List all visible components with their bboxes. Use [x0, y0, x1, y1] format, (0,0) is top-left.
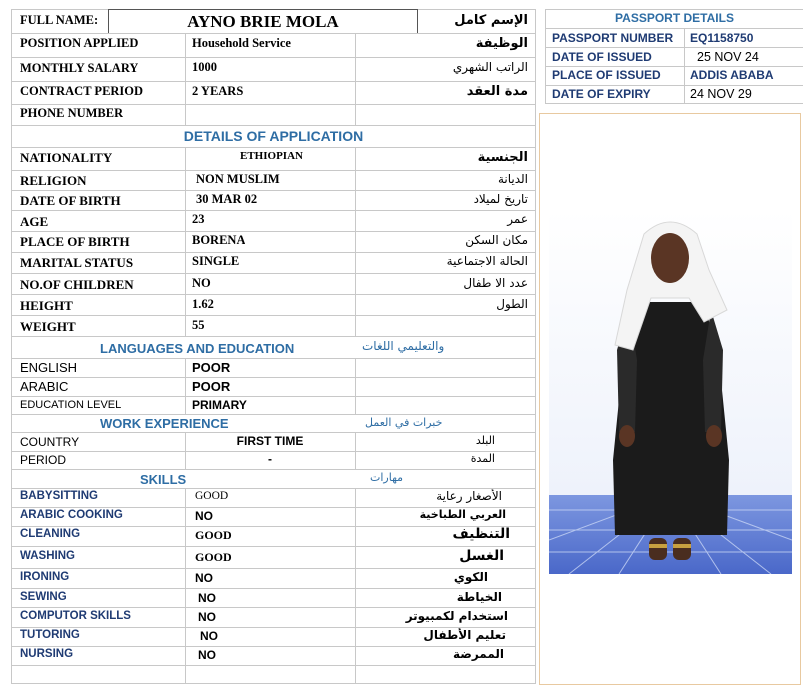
- full-name-label: FULL NAME:: [20, 13, 99, 27]
- row-value: 1000: [192, 60, 217, 74]
- skill-arabic: الأصغار رعاية: [436, 489, 502, 503]
- row-label: POSITION APPLIED: [20, 36, 139, 50]
- row-arabic: البلد: [475, 434, 495, 447]
- row-arabic: مدة العقد: [466, 84, 528, 99]
- passport-issue-place: ADDIS ABABA: [690, 68, 774, 82]
- row-value: 55: [192, 318, 205, 332]
- skill-label: IRONING: [20, 571, 70, 583]
- skill-label: BABYSITTING: [20, 490, 98, 502]
- skill-arabic: الممرضة: [452, 647, 504, 661]
- passport-issue-date: 25 NOV 24: [697, 50, 759, 64]
- row-label: ARABIC: [20, 379, 69, 394]
- row-arabic: المدة: [470, 452, 495, 465]
- row-value: FIRST TIME: [236, 434, 304, 448]
- row-arabic: الجنسية: [477, 150, 528, 165]
- row-label: MARITAL STATUS: [20, 255, 134, 270]
- row-value: POOR: [192, 360, 231, 375]
- skill-arabic: الغسل: [459, 548, 504, 564]
- row-label: PERIOD: [20, 453, 67, 467]
- skill-arabic: التنظيف: [452, 526, 510, 542]
- experience-section-arabic: خبرات في العمل: [365, 416, 443, 429]
- row-value: 30 MAR 02: [196, 192, 258, 206]
- languages-section-arabic: والتعليمي اللغات: [362, 339, 445, 353]
- passport-label: PASSPORT NUMBER: [552, 31, 674, 45]
- row-value: 2 YEARS: [192, 84, 244, 98]
- full-name-value: AYNO BRIE MOLA: [187, 12, 339, 31]
- skill-label: COMPUTOR SKILLS: [20, 610, 131, 622]
- row-value: SINGLE: [192, 254, 240, 268]
- passport-label: PLACE OF ISSUED: [552, 68, 661, 82]
- skill-value: GOOD: [195, 550, 232, 564]
- row-label: NATIONALITY: [20, 150, 113, 165]
- row-label: DATE OF BIRTH: [20, 193, 121, 208]
- skill-label: CLEANING: [20, 528, 81, 540]
- row-label: EDUCATION LEVEL: [20, 399, 122, 411]
- skill-arabic: الكوي: [453, 570, 488, 584]
- passport-title: PASSPORT DETAILS: [615, 11, 734, 25]
- passport-number: EQ1158750: [690, 31, 754, 45]
- skill-value: NO: [198, 648, 216, 662]
- row-label: COUNTRY: [20, 435, 80, 449]
- skills-section-arabic: مهارات: [370, 471, 404, 484]
- row-value: 23: [192, 212, 205, 226]
- passport-expiry-date: 24 NOV 29: [690, 87, 752, 101]
- row-label: RELIGION: [20, 173, 87, 188]
- passport-label: DATE OF EXPIRY: [552, 87, 651, 101]
- skill-label: WASHING: [20, 550, 75, 562]
- row-label: HEIGHT: [20, 298, 73, 313]
- row-value: NON MUSLIM: [196, 172, 280, 186]
- row-arabic: الديانة: [497, 172, 528, 186]
- skill-label: NURSING: [20, 648, 74, 660]
- skill-label: SEWING: [20, 591, 67, 603]
- skill-arabic: الخياطة: [456, 590, 502, 604]
- skill-arabic: تعليم الأطفال: [423, 628, 506, 642]
- row-arabic: الراتب الشهري: [452, 60, 528, 74]
- row-arabic: تاريخ لميلاد: [473, 192, 528, 206]
- experience-section-title: WORK EXPERIENCE: [100, 416, 229, 431]
- skill-label: TUTORING: [20, 629, 80, 641]
- row-value: PRIMARY: [192, 398, 247, 412]
- row-arabic: مكان السكن: [465, 233, 528, 247]
- row-value: ETHIOPIAN: [240, 150, 303, 162]
- row-arabic: الوظيفة: [475, 36, 528, 51]
- row-value: -: [268, 452, 272, 466]
- row-value: NO: [192, 276, 211, 290]
- skills-section-title: SKILLS: [140, 472, 187, 487]
- skill-arabic: العربي الطباخية: [419, 508, 506, 521]
- row-label: PHONE NUMBER: [20, 106, 124, 120]
- skill-value: NO: [195, 509, 213, 523]
- row-arabic: الطول: [496, 297, 528, 311]
- row-value: BORENA: [192, 233, 246, 247]
- row-label: WEIGHT: [20, 319, 76, 334]
- languages-section-title: LANGUAGES AND EDUCATION: [100, 341, 295, 356]
- row-label: NO.OF CHILDREN: [20, 277, 134, 292]
- skill-value: NO: [195, 571, 213, 585]
- applicant-photo: [549, 210, 792, 574]
- skill-value: GOOD: [195, 490, 229, 502]
- row-arabic: الحالة الاجتماعية: [446, 254, 528, 268]
- row-arabic: عدد الا طفال: [463, 276, 528, 290]
- skill-label: ARABIC COOKING: [20, 509, 123, 521]
- skill-arabic: استخدام لكمبيوتر: [405, 609, 508, 623]
- skill-value: GOOD: [195, 528, 232, 542]
- row-label: AGE: [20, 214, 49, 229]
- skill-value: NO: [198, 610, 216, 624]
- row-arabic: عمر: [507, 212, 528, 226]
- row-value: 1.62: [192, 297, 214, 311]
- skill-value: NO: [200, 629, 218, 643]
- row-label: MONTHLY SALARY: [20, 61, 139, 75]
- row-value: POOR: [192, 379, 231, 394]
- details-section-title: DETAILS OF APPLICATION: [183, 128, 364, 144]
- row-label: PLACE OF BIRTH: [20, 234, 130, 249]
- full-name-arabic: الإسم كامل: [454, 13, 528, 28]
- row-label: ENGLISH: [20, 360, 78, 375]
- skill-value: NO: [198, 591, 216, 605]
- row-label: CONTRACT PERIOD: [20, 84, 144, 98]
- passport-label: DATE OF ISSUED: [552, 50, 652, 64]
- row-value: Household Service: [192, 36, 291, 50]
